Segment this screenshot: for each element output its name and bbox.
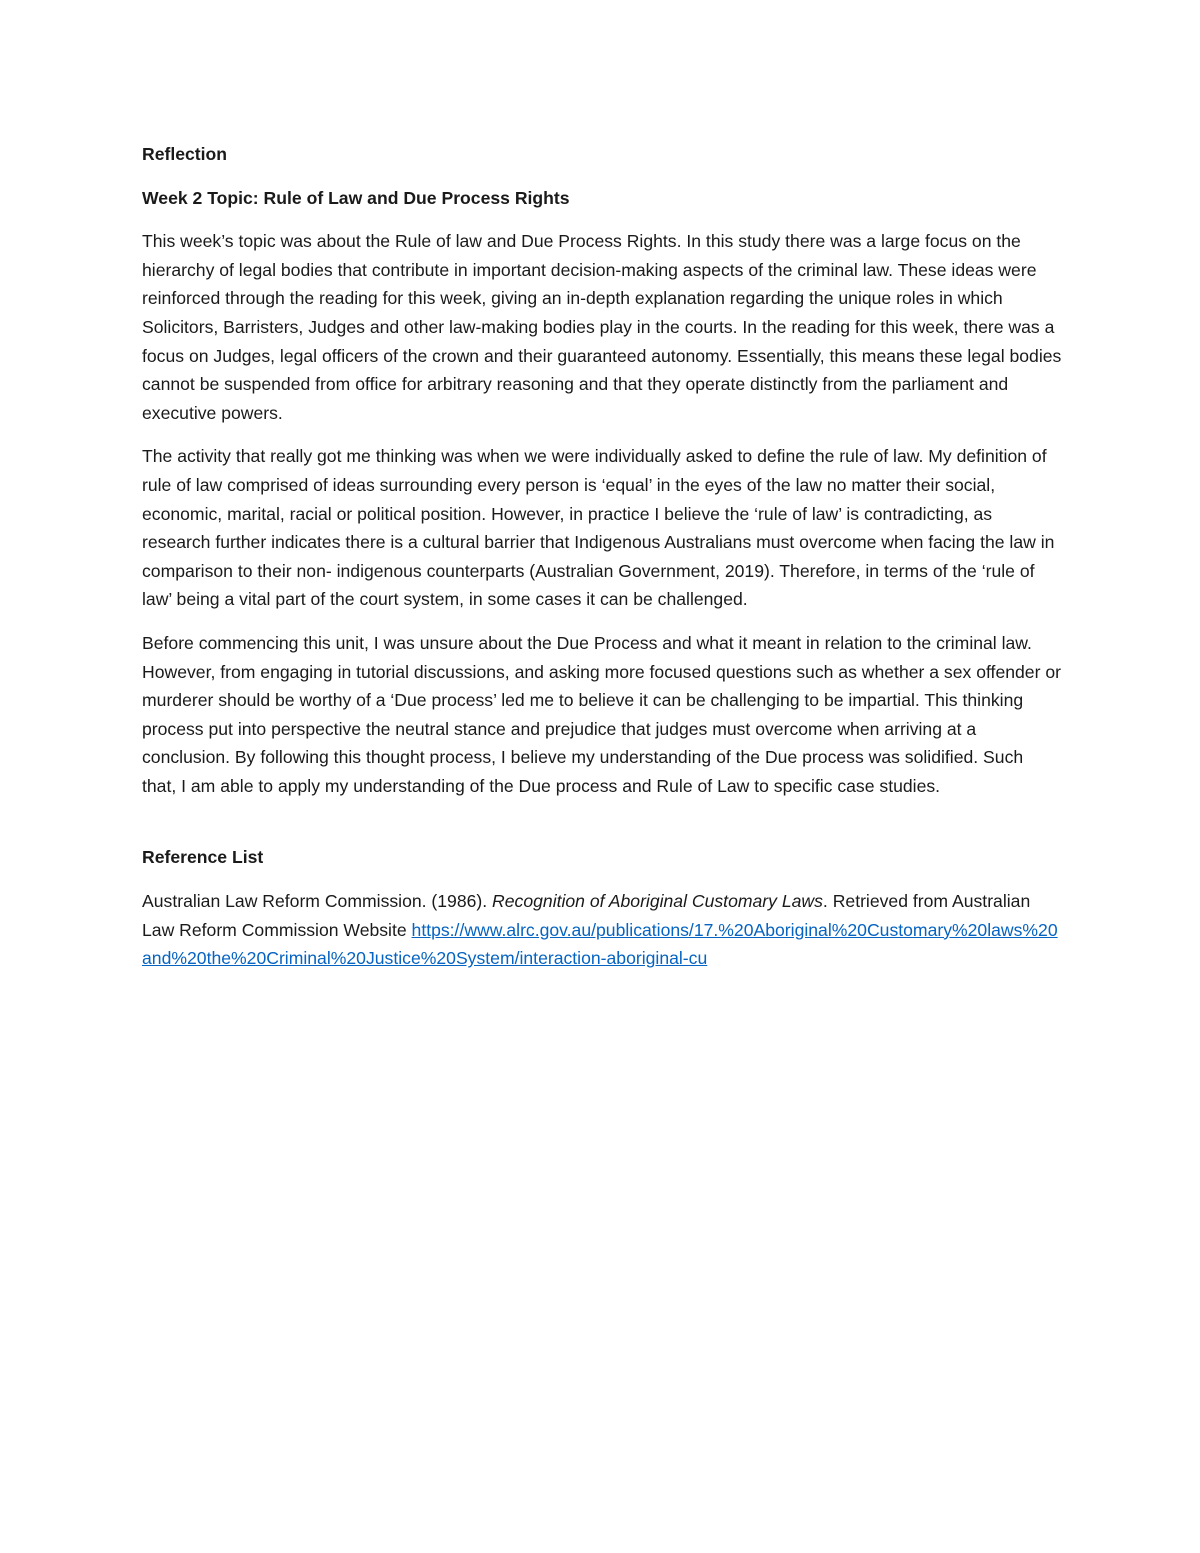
paragraph-2: The activity that really got me thinking was when we were individually asked to define the rule of law. My definition of rule of law comprised of ideas surrounding every person is ‘equal’ in the eyes of the law no matter their social, economic, marital, racial or political position. However, in practice I believe the ‘rule of law’ is contradicting, as research further indicates there is a cultural barrier that Indigenous Australians must overcome when facing the law in comparison to their non- indigenous counterparts (Australian Government, 2019). Therefore, in terms of the ‘rule of law’ being a vital part of the court system, in some cases it can be challenged.	[142, 446, 1055, 610]
document-title: Reflection	[142, 144, 228, 164]
document-page	[142, 140, 1062, 973]
reference-retrieved-text: . Retrieved from Australian Law Reform Commission Website	[142, 891, 1031, 940]
reference-url-link[interactable]: https://www.alrc.gov.au/publications/17.%20Aboriginal%20Customary%20laws%20and%20the%20Criminal%20Justice%20System/interaction-aboriginal-cu	[142, 919, 1058, 969]
section-spacer	[142, 815, 1062, 843]
reference-author-year: Australian Law Reform Commission. (1986).	[142, 891, 493, 912]
reference-list-heading: Reference List	[142, 847, 264, 868]
topic-heading: Week 2 Topic: Rule of Law and Due Process Rights	[142, 187, 570, 208]
paragraph-3: Before commencing this unit, I was unsure about the Due Process and what it meant in relation to the criminal law. However, from engaging in tutorial discussions, and asking more focused questions such as whether a sex offender or murderer should be worthy of a ‘Due process’ led me to believe it can be challenging to be impartial. This thinking process put into perspective the neutral stance and prejudice that judges must overcome when arriving at a conclusion. By following this thought process, I believe my understanding of the Due process was solidified. Such that, I am able to apply my understanding of the Due process and Rule of Law to specific case studies.	[142, 632, 1061, 796]
paragraph-1: This week’s topic was about the Rule of law and Due Process Rights. In this study there was a large focus on the hierarchy of legal bodies that contribute in important decision-making aspects of the criminal law. These ideas were reinforced through the reading for this week, giving an in-depth explanation regarding the unique roles in which Solicitors, Barristers, Judges and other law-making bodies play in the courts. In the reading for this week, there was a focus on Judges, legal officers of the crown and their guaranteed autonomy. Essentially, this means these legal bodies cannot be suspended from office for arbitrary reasoning and that they operate distinctly from the parliament and executive powers.	[142, 231, 1062, 423]
reference-title: Recognition of Aboriginal Customary Laws	[492, 891, 823, 912]
reference-entry	[142, 887, 1062, 973]
